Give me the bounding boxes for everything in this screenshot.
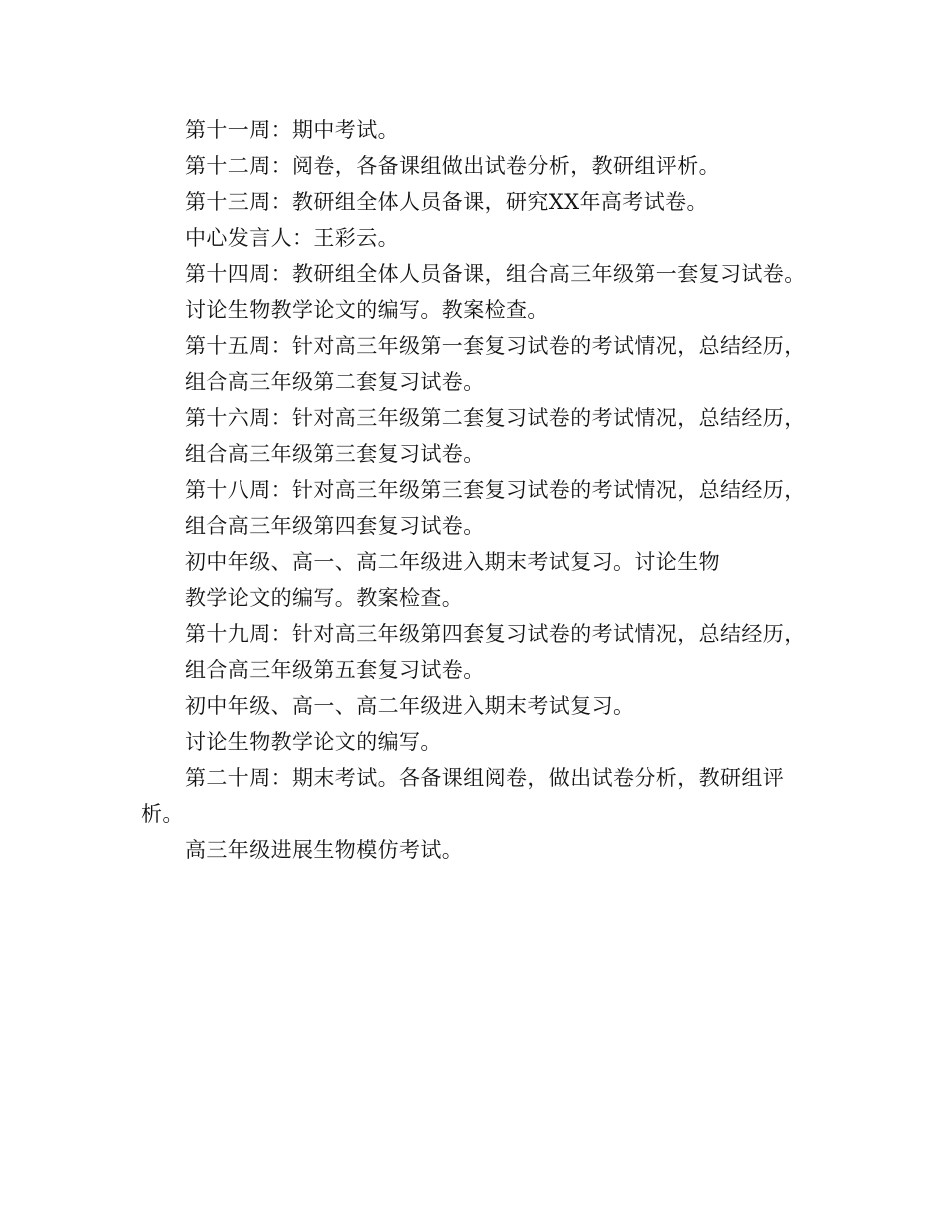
text-line: 高三年级进展生物模仿考试。 [185,838,464,862]
text-line: 第十八周：针对高三年级第三套复习试卷的考试情况，总结经历， [185,478,806,502]
text-line: 组合高三年级第三套复习试卷。 [185,442,485,466]
text-line: 第十三周：教研组全体人员备课，研究XX年高考试卷。 [185,190,708,214]
text-line: 第十九周：针对高三年级第四套复习试卷的考试情况，总结经历， [185,622,806,646]
text-line: 教学论文的编写。教案检查。 [185,586,464,610]
text-line: 初中年级、高一、高二年级进入期末考试复习。 [185,694,635,718]
text-line: 第十二周：阅卷，各备课组做出试卷分析，教研组评析。 [185,154,720,178]
text-line: 组合高三年级第二套复习试卷。 [185,370,485,394]
text-line: 析。 [141,802,184,826]
text-line: 中心发言人：王彩云。 [185,226,399,250]
text-line: 组合高三年级第四套复习试卷。 [185,514,485,538]
text-line: 讨论生物教学论文的编写。教案检查。 [185,298,549,322]
text-line: 讨论生物教学论文的编写。 [185,730,442,754]
text-line: 第十五周：针对高三年级第一套复习试卷的考试情况，总结经历， [185,334,806,358]
text-line: 组合高三年级第五套复习试卷。 [185,658,485,682]
text-line: 第十一周：期中考试。 [185,118,399,142]
text-line: 第二十周：期末考试。各备课组阅卷，做出试卷分析，教研组评 [185,766,785,790]
text-line: 第十六周：针对高三年级第二套复习试卷的考试情况，总结经历， [185,406,806,430]
text-line: 初中年级、高一、高二年级进入期末考试复习。讨论生物 [185,550,720,574]
text-line: 第十四周：教研组全体人员备课，组合高三年级第一套复习试卷。 [185,262,806,286]
